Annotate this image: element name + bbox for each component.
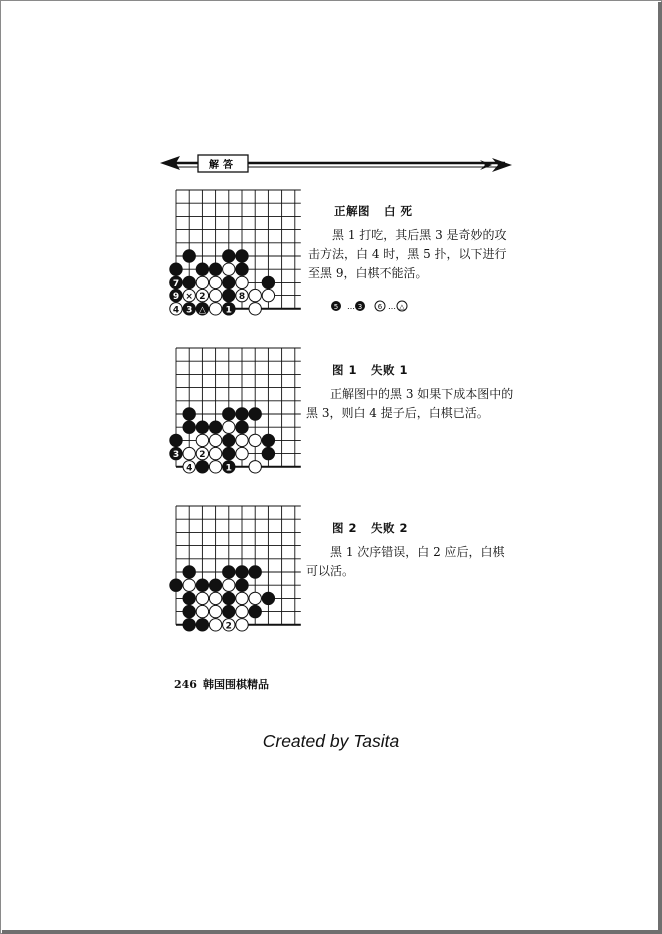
black-stone bbox=[262, 592, 274, 604]
white-stone bbox=[183, 447, 195, 459]
black-stone bbox=[262, 434, 274, 446]
black-stone bbox=[183, 619, 195, 631]
white-stone-labeled bbox=[262, 289, 274, 301]
black-stone bbox=[183, 408, 195, 420]
white-stone-labeled bbox=[249, 303, 261, 315]
black-stone bbox=[196, 579, 208, 591]
page-footer bbox=[174, 676, 269, 692]
black-stone bbox=[170, 579, 182, 591]
black-stone bbox=[183, 605, 195, 617]
white-stone bbox=[236, 447, 248, 459]
problem-description: 黑 1 次序错误，白 2 应后，白棋可以活。 bbox=[306, 545, 505, 578]
title-label: 正解图 bbox=[334, 204, 370, 218]
black-stone bbox=[223, 408, 235, 420]
black-stone bbox=[183, 276, 195, 288]
black-stone bbox=[249, 605, 261, 617]
black-stone bbox=[249, 408, 261, 420]
white-stone bbox=[236, 434, 248, 446]
page-number: 246 bbox=[174, 678, 197, 691]
white-stone bbox=[209, 605, 221, 617]
black-stone bbox=[223, 605, 235, 617]
black-stone bbox=[236, 579, 248, 591]
svg-text:…: … bbox=[388, 302, 396, 311]
black-stone bbox=[183, 566, 195, 578]
white-stone bbox=[209, 592, 221, 604]
title-result: 白 死 bbox=[384, 204, 413, 218]
white-stone bbox=[223, 263, 235, 275]
go-board-failure-1 bbox=[168, 342, 308, 478]
problem-failure-1 bbox=[306, 362, 514, 423]
title-label: 图 1 bbox=[332, 363, 358, 377]
page-shadow-right bbox=[658, 2, 662, 934]
move-number-label: 1 bbox=[225, 305, 232, 316]
book-title: 韩国围棋精品 bbox=[202, 678, 269, 691]
white-stone bbox=[236, 592, 248, 604]
black-stone bbox=[196, 421, 208, 433]
black-stone bbox=[236, 250, 248, 262]
go-board-failure-2 bbox=[168, 500, 308, 636]
white-stone bbox=[196, 592, 208, 604]
go-board-solution bbox=[168, 184, 308, 320]
problem-title bbox=[306, 520, 514, 536]
white-stone bbox=[249, 592, 261, 604]
problem-failure-2 bbox=[306, 520, 514, 581]
white-stone bbox=[249, 289, 261, 301]
page-shadow-bottom bbox=[2, 930, 662, 934]
move-note bbox=[330, 298, 410, 314]
black-stone bbox=[223, 447, 235, 459]
white-stone bbox=[196, 276, 208, 288]
black-stone bbox=[209, 421, 221, 433]
white-stone-labeled bbox=[209, 303, 221, 315]
problem-title bbox=[306, 362, 514, 378]
black-stone bbox=[183, 592, 195, 604]
white-stone-labeled bbox=[209, 289, 221, 301]
black-stone bbox=[209, 263, 221, 275]
white-stone bbox=[223, 579, 235, 591]
black-stone bbox=[236, 421, 248, 433]
white-stone bbox=[236, 619, 248, 631]
black-stone bbox=[170, 263, 182, 275]
black-stone bbox=[223, 250, 235, 262]
white-stone bbox=[209, 276, 221, 288]
black-stone bbox=[196, 619, 208, 631]
black-stone bbox=[236, 566, 248, 578]
problem-description: 正解图中的黑 3 如果下成本图中的黑 3，则白 4 提子后，白棋已活。 bbox=[306, 387, 514, 420]
note-b-to: △ bbox=[399, 303, 405, 311]
move-number-label: 4 bbox=[172, 305, 180, 316]
black-stone bbox=[249, 566, 261, 578]
problem-description: 黑 1 打吃，其后黑 3 是奇妙的攻击方法，白 4 时，黑 5 扑，以下进行至黑 9，白棋不能活。 bbox=[308, 228, 507, 280]
move-number-label: 7 bbox=[172, 278, 180, 289]
title-result: 失败 2 bbox=[371, 521, 409, 535]
white-stone bbox=[209, 461, 221, 473]
problem-solution bbox=[308, 203, 514, 283]
section-label: 解答 bbox=[209, 160, 237, 171]
white-stone bbox=[196, 434, 208, 446]
white-stone bbox=[236, 276, 248, 288]
title-label: 图 2 bbox=[332, 521, 358, 535]
move-number-label: 2 bbox=[199, 292, 206, 303]
white-stone bbox=[209, 434, 221, 446]
black-stone bbox=[262, 447, 274, 459]
white-stone bbox=[223, 421, 235, 433]
black-stone bbox=[196, 263, 208, 275]
black-stone bbox=[183, 250, 195, 262]
svg-text:…: … bbox=[347, 302, 355, 311]
move-number-label: 8 bbox=[238, 292, 246, 303]
move-number-label: 2 bbox=[225, 621, 232, 632]
move-number-label: 3 bbox=[172, 450, 180, 461]
problem-title bbox=[308, 203, 514, 219]
move-number-label: △ bbox=[198, 305, 206, 316]
black-stone bbox=[223, 289, 235, 301]
black-stone bbox=[262, 276, 274, 288]
note-a-to: 3 bbox=[357, 303, 363, 311]
section-header-arrow bbox=[160, 150, 520, 184]
white-stone bbox=[209, 619, 221, 631]
black-stone bbox=[236, 263, 248, 275]
title-result: 失败 1 bbox=[371, 363, 409, 377]
white-stone bbox=[236, 605, 248, 617]
move-number-label: 9 bbox=[172, 292, 180, 303]
credit-watermark: Created by Tasita bbox=[262, 731, 400, 751]
move-number-label: 1 bbox=[225, 463, 232, 474]
note-b-from: 6 bbox=[377, 303, 383, 311]
black-stone bbox=[223, 434, 235, 446]
white-stone bbox=[249, 461, 261, 473]
move-number-label: 4 bbox=[186, 463, 193, 474]
white-stone bbox=[249, 434, 261, 446]
note-a-from: 5 bbox=[333, 303, 339, 311]
move-number-label: 2 bbox=[199, 450, 206, 461]
black-stone bbox=[196, 461, 208, 473]
white-stone bbox=[183, 579, 195, 591]
black-stone bbox=[236, 408, 248, 420]
black-stone bbox=[223, 276, 235, 288]
white-stone bbox=[196, 605, 208, 617]
black-stone bbox=[223, 592, 235, 604]
black-stone bbox=[209, 579, 221, 591]
black-stone bbox=[183, 421, 195, 433]
black-stone bbox=[170, 434, 182, 446]
black-stone bbox=[223, 566, 235, 578]
move-number-label: × bbox=[185, 292, 193, 303]
white-stone bbox=[209, 447, 221, 459]
move-number-label: 3 bbox=[186, 305, 193, 316]
